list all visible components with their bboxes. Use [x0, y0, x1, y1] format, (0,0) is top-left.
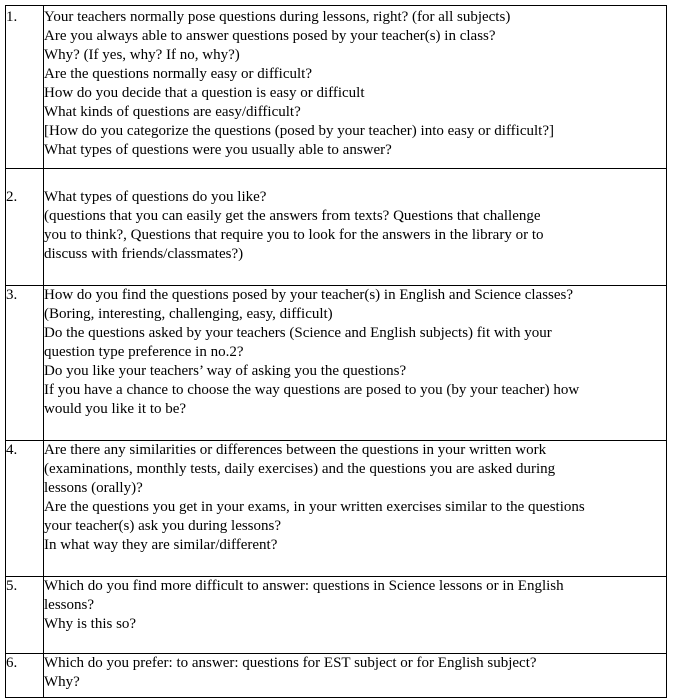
question-line: What types of questions were you usually able to answer? — [44, 142, 392, 158]
question-line: How do you decide that a question is easy or difficult — [44, 85, 365, 101]
question-number: 4. — [6, 441, 44, 577]
question-number: 5. — [6, 577, 44, 654]
question-line: lessons (orally)? — [44, 480, 143, 496]
question-text-cell — [44, 169, 667, 286]
question-line: Do you like your teachers’ way of asking you the questions? — [44, 363, 407, 379]
question-line: discuss with friends/classmates?) — [44, 246, 244, 262]
question-line: your teacher(s) ask you during lessons? — [44, 518, 282, 534]
question-line: Are there any similarities or differences between the questions in your written work — [44, 442, 547, 458]
question-text-cell — [44, 6, 667, 169]
question-line: Why is this so? — [44, 616, 137, 632]
question-row — [6, 441, 667, 577]
question-line: Why? (If yes, why? If no, why?) — [44, 47, 240, 63]
question-text-cell — [44, 441, 667, 577]
question-line: Why? — [44, 674, 80, 690]
question-line: [How do you categorize the questions (posed by your teacher) into easy or difficult?] — [44, 123, 554, 139]
question-text-cell — [44, 577, 667, 654]
question-line: If you have a chance to choose the way questions are posed to you (by your teacher) how — [44, 382, 580, 398]
question-line: lessons? — [44, 597, 94, 613]
question-line: What types of questions do you like? — [44, 189, 267, 205]
question-line: Are the questions normally easy or difficult? — [44, 66, 312, 82]
question-number: 3. — [6, 286, 44, 441]
question-line: Are you always able to answer questions posed by your teacher(s) in class? — [44, 28, 496, 44]
question-line: (questions that you can easily get the answers from texts? Questions that challenge — [44, 208, 541, 224]
question-line: would you like it to be? — [44, 401, 187, 417]
question-line: (examinations, monthly tests, daily exercises) and the questions you are asked during — [44, 461, 556, 477]
question-line: What kinds of questions are easy/difficult? — [44, 104, 301, 120]
question-line: Do the questions asked by your teachers (Science and English subjects) fit with your — [44, 325, 552, 341]
question-line: Which do you find more difficult to answer: questions in Science lessons or in English — [44, 578, 564, 594]
question-row — [6, 286, 667, 441]
question-text-cell — [44, 286, 667, 441]
question-row — [6, 169, 667, 286]
question-line: Your teachers normally pose questions during lessons, right? (for all subjects) — [44, 9, 511, 25]
question-line: you to think?, Questions that require you to look for the answers in the library or to — [44, 227, 544, 243]
question-row — [6, 577, 667, 654]
question-line: Are the questions you get in your exams, in your written exercises similar to the questions — [44, 499, 585, 515]
question-number: 2. — [6, 169, 44, 286]
question-row — [6, 654, 667, 698]
question-row — [6, 6, 667, 169]
question-text-cell — [44, 654, 667, 698]
question-line: In what way they are similar/different? — [44, 537, 278, 553]
interview-questions-table — [5, 5, 667, 698]
question-line: How do you find the questions posed by your teacher(s) in English and Science classes? — [44, 287, 574, 303]
question-line: question type preference in no.2? — [44, 344, 244, 360]
question-line: (Boring, interesting, challenging, easy, difficult) — [44, 306, 333, 322]
question-number: 1. — [6, 6, 44, 169]
question-line: Which do you prefer: to answer: questions for EST subject or for English subject? — [44, 655, 537, 671]
question-number: 6. — [6, 654, 44, 698]
